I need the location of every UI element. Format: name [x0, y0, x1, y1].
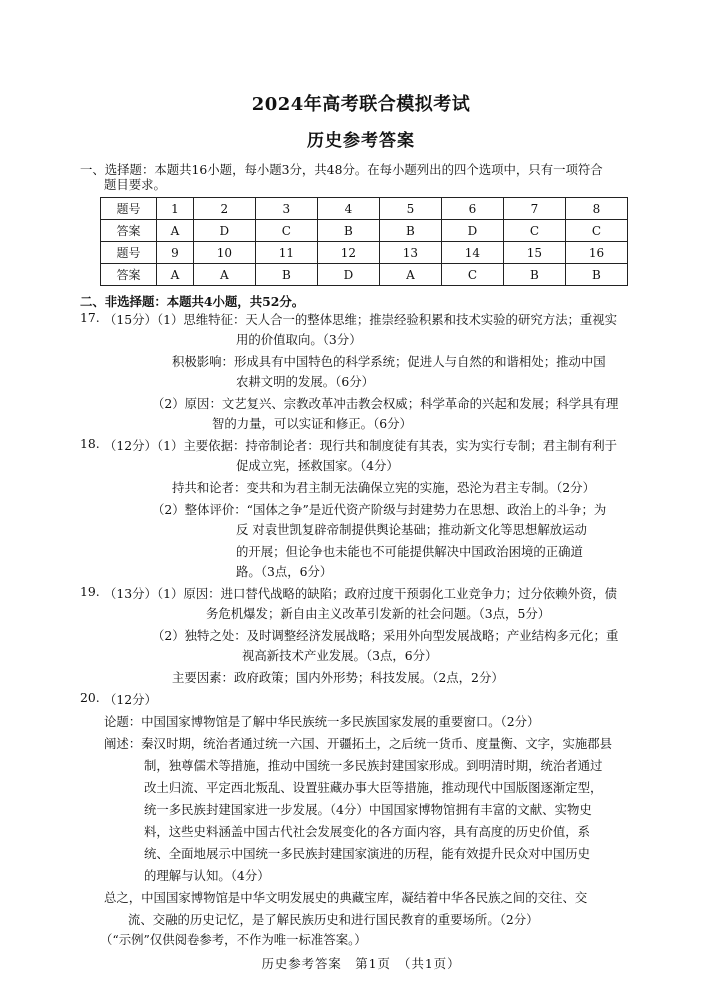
page-footer: 历史参考答案 第1页 （共1页） [261, 956, 461, 971]
answer-line: 统一多民族封建国家进一步发展。（4分）中国国家博物馆拥有丰富的文献、实物史 [144, 802, 592, 817]
table-cell: 14 [441, 242, 503, 264]
table-cell: 7 [503, 198, 565, 220]
answer-line: 流、交融的历史记忆，是了解民族历史和进行国民教育的重要场所。（2分） [128, 912, 539, 927]
question-score: （12分） [104, 692, 157, 707]
table-cell: C [503, 220, 565, 242]
table-row-label: 答案 [101, 220, 157, 242]
question-number: 17. [80, 310, 100, 325]
table-cell: 13 [379, 242, 441, 264]
table-cell: B [317, 220, 379, 242]
answer-line: 促成立宪，拯救国家。（4分） [236, 458, 399, 473]
answer-line: 统、全面地展示中国统一多民族封建国家演进的历程，能有效提升民众对中国历史 [144, 846, 591, 861]
table-cell: 2 [193, 198, 255, 220]
table-cell: C [565, 220, 627, 242]
answer-table [100, 197, 628, 286]
table-row-label: 题号 [101, 242, 157, 264]
section-2-heading: 二、非选择题：本题共4小题，共52分。 [80, 294, 305, 309]
answer-line: 持共和论者：变共和为君主制无法确保立宪的实施，恐沦为君主专制。（2分） [172, 480, 595, 495]
answer-line: 论题：中国国家博物馆是了解中华民族统一多民族国家发展的重要窗口。（2分） [104, 714, 540, 729]
table-cell: C [255, 220, 317, 242]
table-cell: A [157, 264, 194, 286]
answer-line: （15分）（1）思维特征：天人合一的整体思维；推崇经验积累和技术实验的研究方法；重视实 [104, 312, 618, 327]
exam-subtitle: 历史参考答案 [307, 131, 415, 151]
table-cell: 1 [157, 198, 194, 220]
answer-line: 主要因素：政府政策；国内外形势；科技发展。（2点，2分） [172, 670, 504, 685]
section-1-intro-line: 一、选择题：本题共16小题，每小题3分，共48分。在每小题列出的四个选项中，只有一项符合 [80, 162, 603, 177]
question-number: 18. [80, 436, 100, 451]
answer-line: 路。（3点，6分） [236, 564, 333, 579]
table-cell: 10 [193, 242, 255, 264]
answer-line: 改土归流、平定西北叛乱、设置驻藏办事大臣等措施，推动现代中国版图逐渐定型， [144, 780, 603, 795]
answer-line: 农耕文明的发展。（6分） [236, 374, 374, 389]
table-cell: 12 [317, 242, 379, 264]
answer-line: （13分）（1）原因：进口替代战略的缺陷；政府过度干预弱化工业竞争力；过分依赖外资，债 [104, 586, 618, 601]
answer-line: 务危机爆发；新自由主义改革引发新的社会问题。（3点，5分） [206, 606, 551, 621]
question-number: 19. [80, 584, 100, 599]
table-cell: 15 [503, 242, 565, 264]
table-cell: B [503, 264, 565, 286]
table-cell: 4 [317, 198, 379, 220]
answer-line: （2）独特之处：及时调整经济发展战略；采用外向型发展战略；产业结构多元化；重 [152, 628, 619, 643]
table-row-label: 题号 [101, 198, 157, 220]
table-cell: D [317, 264, 379, 286]
table-cell: A [193, 264, 255, 286]
section-1-intro [80, 162, 648, 192]
table-row [101, 264, 628, 286]
answer-line: 的开展；但论争也未能也不可能提供解决中国政治困境的正确道 [236, 544, 583, 559]
section-1-intro-rest: 题目要求。 [104, 177, 166, 192]
answer-line: （2）整体评价：“国体之争”是近代资产阶级与封建势力在思想、政治上的斗争；为 [152, 502, 607, 517]
table-cell: D [193, 220, 255, 242]
table-cell: 16 [565, 242, 627, 264]
table-row [101, 198, 628, 220]
table-cell: C [441, 264, 503, 286]
table-cell: A [157, 220, 194, 242]
answer-line: 用的价值取向。（3分） [236, 332, 362, 347]
table-cell: 6 [441, 198, 503, 220]
answer-note: （“示例”仅供阅卷参考，不作为唯一标准答案。） [100, 932, 367, 947]
answer-line: 料，这些史料涵盖中国古代社会发展变化的各方面内容，具有高度的历史价值，系 [144, 824, 591, 839]
answer-line: （2）原因：文艺复兴、宗教改革冲击教会权威；科学革命的兴起和发展；科学具有理 [152, 396, 619, 411]
table-cell: 9 [157, 242, 194, 264]
exam-title: 2024年高考联合模拟考试 [251, 94, 471, 115]
answer-line: 阐述：秦汉时期，统治者通过统一六国、开疆拓土，之后统一货币、度量衡、文字，实施郡县 [104, 736, 613, 751]
table-cell: B [565, 264, 627, 286]
question-number: 20. [80, 690, 100, 705]
table-row [101, 242, 628, 264]
answer-line: 的理解与认知。（4分） [144, 868, 270, 883]
answer-line: 总之，中国国家博物馆是中华文明发展史的典藏宝库，凝结着中华各民族之间的交往、交 [104, 890, 588, 905]
table-cell: 11 [255, 242, 317, 264]
table-cell: B [379, 220, 441, 242]
table-cell: D [441, 220, 503, 242]
table-row-label: 答案 [101, 264, 157, 286]
table-cell: 8 [565, 198, 627, 220]
table-cell: A [379, 264, 441, 286]
table-row [101, 220, 628, 242]
answer-line: 反 对袁世凯复辟帝制提供舆论基础；推动新文化等思想解放运动 [236, 522, 587, 537]
table-cell: B [255, 264, 317, 286]
table-cell: 5 [379, 198, 441, 220]
answer-line: 积极影响：形成具有中国特色的科学系统；促进人与自然的和谐相处；推动中国 [172, 354, 606, 369]
table-cell: 3 [255, 198, 317, 220]
answer-line: 制，独尊儒术等措施，推动中国统一多民族封建国家形成。到明清时期，统治者通过 [144, 758, 603, 773]
answer-line: 视高新技术产业发展。（3点，6分） [242, 648, 438, 663]
answer-line: 智的力量，可以实证和修正。（6分） [212, 416, 412, 431]
answer-line: （12分）（1）主要依据：持帝制论者：现行共和制度徒有其表，实为实行专制；君主制有利于 [104, 438, 618, 453]
